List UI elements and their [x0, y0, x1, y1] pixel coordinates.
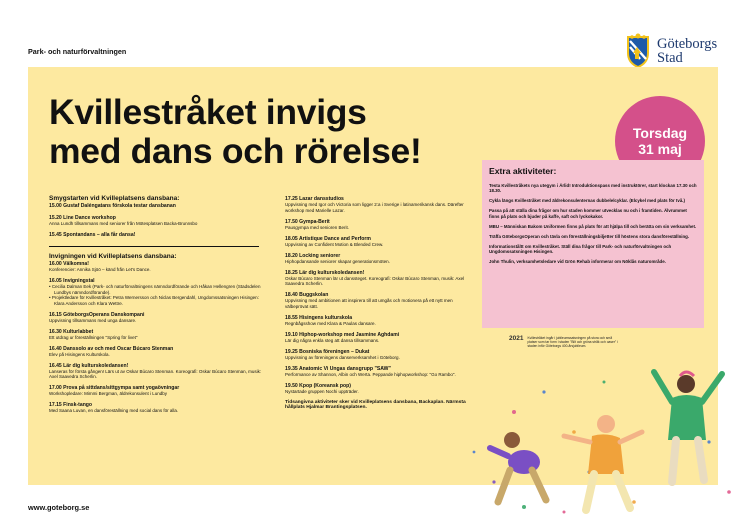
- schedule-item: 18.05 Artistique Dance and Perform Uppvisning av Confident Motion & Blended Crew.: [285, 235, 384, 247]
- schedule-item: 19.35 Anatomic Vi Ungas dansgrupp "SAW" Performance av Shannon, Albin och Werta. Peppande hiphopworkshop: "Go Rambo".: [285, 365, 456, 377]
- extra-item: John Thulin, verksamhetsledare vid Grön Rehab informerar om Nöklås naturområde.: [489, 259, 666, 265]
- schedule-column-right: [285, 196, 475, 411]
- schedule-column-left: [49, 195, 269, 419]
- extra-item: Informationståltt om Kvillestråket. Ställ dina frågor till Park- och naturförvaltningen och Ungdomssatsningen Hisingen.: [489, 243, 672, 255]
- schedule-item: 16.45 Lär dig kulturskoledansen! Lanseras för första gången! Lärs ut av Oskar Búcaro Stenman. Koreografi: Oskar Búcaro Stenman, musik: Axel Saavedra Scherlin.: [49, 362, 262, 380]
- date-badge: Torsdag 31 maj: [615, 96, 705, 186]
- extra-item: Passa på att ställa dina frågor om hur staden kommer utvecklas nu och i framtiden. Älvrummet finns på plats och bjuder på kaffe, saft och lyckokakor.: [489, 208, 687, 219]
- schedule-item: 16.00 Välkomna! Konferencier: Annika Sjöö – känd från Let's Dance.: [49, 261, 151, 273]
- schedule-item: 19.25 Bosniska föreningen – Dukat Uppvisning av föreningens danserverksamhet i Göteborg.: [285, 348, 400, 360]
- dancer-purple: [490, 432, 546, 502]
- schedule-item: 18.25 Lär dig kulturskoledansen! Oskar Búcaro Stenman lär ut danssteget. Koreografi: Oskar Búcaro Stenman, musik: Axel Saavedra Scherlin.: [285, 269, 465, 286]
- goteborg-logo: [624, 31, 734, 71]
- anniversary-logo: 2021: [509, 335, 524, 342]
- extra-activities-box: [482, 160, 704, 328]
- extra-item: Testa Kvillestråkets nya utegym i Ärlid! Introduktionspass med instruktörer, start klockan 17.30 och 18.30.: [489, 183, 697, 194]
- section-heading-smygstart: Smygstarten vid Kvilleplatsens dansbana:: [49, 195, 180, 202]
- schedule-item: 17.00 Prova på sittdans/sittgympa samt yogaövningar Workshopledare: Mimmi Bergman, äldrekonsulent i Lundby: [49, 385, 180, 397]
- schedule-item: 17.25 Lazar dansstudios Uppvisning med Igor och Victoria som ligger 2:a i Sverige i latinamerikansk dans. Därefter workshop med Marielle Lazar.: [285, 196, 464, 213]
- location-footnote: Tidsangivna aktiviteter sker vid Kvilleplatsens dansbana, Backaplan. Närmsta hållplats Hjalmar Brantingsplatsen.: [285, 399, 466, 411]
- section-divider: [49, 246, 259, 247]
- section-heading-invigning: Invigningen vid Kvilleplatsens dansbana:: [49, 252, 177, 260]
- extra-activities-heading: Extra aktiviteter:: [489, 166, 557, 176]
- website-link[interactable]: www.goteborg.se: [28, 503, 90, 512]
- anniversary-text: Kvillestråket ingår i jubileumssatsningen på stora och små platser som tar form i staden "Bilt och gröna stråk och oaser" i staden inför Göteborgs 400-årsjubileum.: [527, 336, 618, 349]
- schedule-item: 19.50 Kpop (Koreansk pop) Nystartade gruppen Nochi uppträder.: [285, 382, 359, 394]
- dancer-green: [654, 372, 722, 482]
- schedule-item: 16.05 Invigningstal • Cecilia Dalman Eek (Park- och naturförvaltningens nämndordförande och Håkan Hellengren (Stadsdelen Lundbys nämndordförande). • Projektledare för Kvillestråket: Petra Wernersson och Niclas Bergendahl, Ungdomssatsningen Hisingen: Klara Andersson och Klara Wettre.: [49, 278, 261, 306]
- schedule-item: 16.15 GöteborgsOperans Danskompani Uppvisning tillsammans med unga dansare.: [49, 311, 145, 323]
- department-label: Park- och naturförvaltningen: [28, 47, 127, 56]
- logo-wordmark: Göteborgs Stad: [657, 36, 718, 66]
- schedule-item: 16.40 Danssolo av och med Oscar Búcaro Stenman Elev på Hisingens Kulturskola.: [49, 345, 174, 357]
- schedule-item: 18.55 Hisingens kulturskola Regnbågsshow med Klara & Paulas dansare.: [285, 314, 376, 326]
- coat-of-arms-icon: [624, 33, 652, 69]
- schedule-item: 15.45 Spontandans – alla får dansa!: [49, 231, 136, 238]
- schedule-item: 16.30 Kulturlabbet Ett utdrag ur föreställningen "Spring för livet": [49, 328, 138, 340]
- dancer-orange: [564, 415, 642, 510]
- schedule-item: 18.20 Locking seniorer Hiphopdansande seniorer skapar generationsmöten.: [285, 252, 390, 264]
- extra-item: Cykla längs Kvillestråket med äldrekonsulenternas dubbelelcyklar. (Elcykel med plats för två.): [489, 198, 685, 204]
- dancers-illustration: [454, 352, 746, 524]
- anniversary-note: [509, 336, 619, 348]
- schedule-item: 15.00 Gustaf Daléngatans förskola testar dansbanan: [49, 203, 176, 210]
- extra-item: MBU – Människan Bakom Uniformen finns på plats för att hjälpa till och berätta om sin verksamhet.: [489, 223, 697, 229]
- extra-item: Träffa GöteborgsOperan och tävla om föreställningsbiljetter till höstens stora dansföreställning.: [489, 233, 690, 239]
- schedule-item: 15.20 Line Dance workshop Anna Lundh tillsammans med seniorer från Mötesplatsen Backa-Brunnsbo: [49, 214, 198, 226]
- schedule-item: 18.40 Buggskolan Uppvisning med ambitionen att inspirera till att umgås och motionera på ett nytt men välbeprövat sätt.: [285, 292, 453, 309]
- schedule-item: 17.15 Finsk-tango Med Saana Luvan, en dansföreställning med social dans för alla.: [49, 402, 179, 414]
- schedule-item: 17.50 Gympa-Berit Pausgympa med senioren Berit.: [285, 218, 350, 230]
- poster-title: Kvillestråket invigs med dans och rörelse!: [49, 92, 422, 171]
- schedule-item: 19.10 Hiphop-workshop med Jasmine Aghdami Lär dig några enkla steg att dansa tillsammans.: [285, 331, 400, 343]
